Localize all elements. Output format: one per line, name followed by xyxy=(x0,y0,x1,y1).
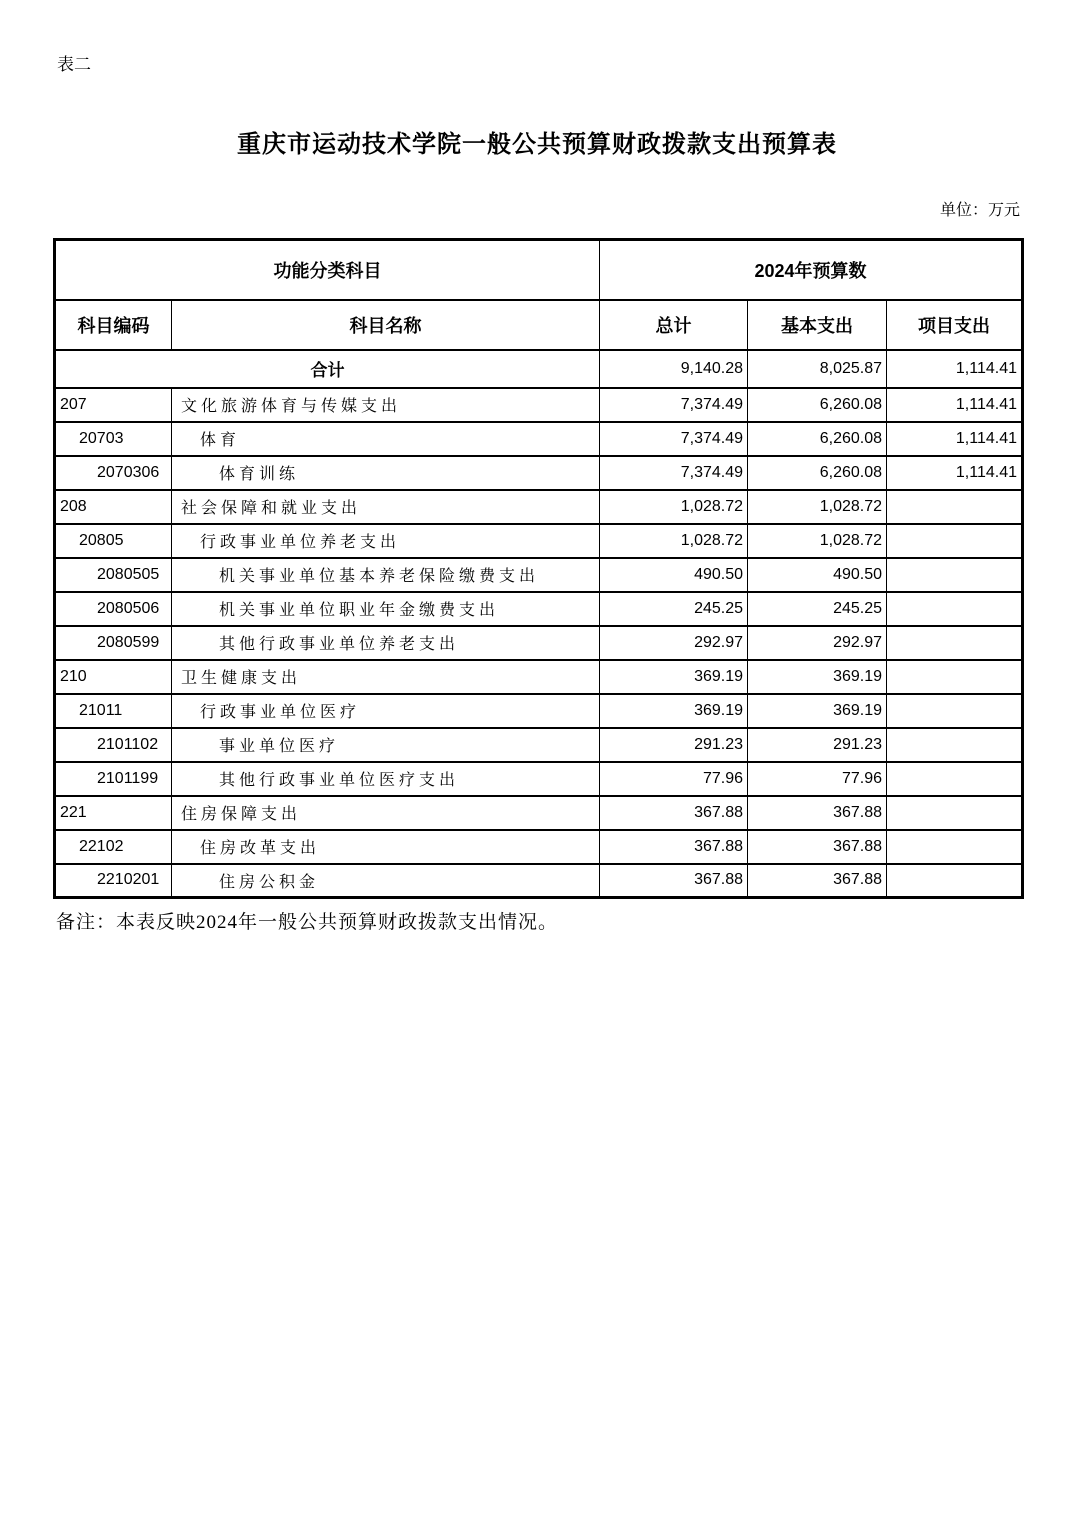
header-group-row xyxy=(55,240,1023,300)
table-row xyxy=(55,830,1023,864)
subject-name-cell: 行政事业单位医疗 xyxy=(172,694,600,728)
total-cell: 367.88 xyxy=(600,864,748,898)
total-cell: 7,374.49 xyxy=(600,456,748,490)
basic-expenditure-cell: 367.88 xyxy=(748,830,887,864)
subject-name-cell: 社会保障和就业支出 xyxy=(172,490,600,524)
project-expenditure-cell xyxy=(887,660,1023,694)
subject-code-cell: 2101199 xyxy=(55,762,172,796)
project-expenditure-cell xyxy=(887,728,1023,762)
subject-name-cell: 行政事业单位养老支出 xyxy=(172,524,600,558)
subject-name-cell: 住房保障支出 xyxy=(172,796,600,830)
table-row xyxy=(55,728,1023,762)
table-row xyxy=(55,796,1023,830)
subject-name-cell: 机关事业单位基本养老保险缴费支出 xyxy=(172,558,600,592)
document-tag: 表二 xyxy=(57,55,91,74)
basic-expenditure-cell: 1,028.72 xyxy=(748,490,887,524)
total-cell: 1,028.72 xyxy=(600,524,748,558)
subject-name-cell: 其他行政事业单位医疗支出 xyxy=(172,762,600,796)
page-title: 重庆市运动技术学院一般公共预算财政拨款支出预算表 xyxy=(237,132,837,158)
header-basic-expenditure: 基本支出 xyxy=(748,300,887,350)
project-expenditure-cell xyxy=(887,694,1023,728)
budget-table-body xyxy=(55,240,1023,898)
subject-name-cell: 其他行政事业单位养老支出 xyxy=(172,626,600,660)
total-cell: 7,374.49 xyxy=(600,388,748,422)
subject-name-cell: 卫生健康支出 xyxy=(172,660,600,694)
basic-expenditure-cell: 245.25 xyxy=(748,592,887,626)
header-subject-code: 科目编码 xyxy=(55,300,172,350)
grand-total-row xyxy=(55,350,1023,388)
subject-code-cell: 208 xyxy=(55,490,172,524)
table-row xyxy=(55,592,1023,626)
header-subject-name: 科目名称 xyxy=(172,300,600,350)
table-row xyxy=(55,762,1023,796)
unit-label: 单位：万元 xyxy=(939,202,1020,219)
grand-total-project: 1,114.41 xyxy=(887,350,1023,388)
project-expenditure-cell: 1,114.41 xyxy=(887,388,1023,422)
project-expenditure-cell xyxy=(887,762,1023,796)
table-row xyxy=(55,490,1023,524)
table-row xyxy=(55,422,1023,456)
total-cell: 490.50 xyxy=(600,558,748,592)
subject-code-cell: 20703 xyxy=(55,422,172,456)
subject-code-cell: 20805 xyxy=(55,524,172,558)
subject-name-cell: 住房公积金 xyxy=(172,864,600,898)
total-cell: 291.23 xyxy=(600,728,748,762)
subject-code-cell: 210 xyxy=(55,660,172,694)
project-expenditure-cell xyxy=(887,830,1023,864)
subject-code-cell: 2210201 xyxy=(55,864,172,898)
project-expenditure-cell xyxy=(887,490,1023,524)
table-row xyxy=(55,694,1023,728)
grand-total-basic: 8,025.87 xyxy=(748,350,887,388)
subject-name-cell: 体育 xyxy=(172,422,600,456)
basic-expenditure-cell: 6,260.08 xyxy=(748,388,887,422)
total-cell: 1,028.72 xyxy=(600,490,748,524)
project-expenditure-cell xyxy=(887,626,1023,660)
total-cell: 369.19 xyxy=(600,694,748,728)
basic-expenditure-cell: 6,260.08 xyxy=(748,422,887,456)
project-expenditure-cell: 1,114.41 xyxy=(887,422,1023,456)
table-row xyxy=(55,524,1023,558)
grand-total-total: 9,140.28 xyxy=(600,350,748,388)
subject-code-cell: 2101102 xyxy=(55,728,172,762)
total-cell: 77.96 xyxy=(600,762,748,796)
basic-expenditure-cell: 292.97 xyxy=(748,626,887,660)
subject-code-cell: 221 xyxy=(55,796,172,830)
grand-total-label: 合计 xyxy=(55,350,600,388)
subject-code-cell: 207 xyxy=(55,388,172,422)
table-row xyxy=(55,864,1023,898)
total-cell: 369.19 xyxy=(600,660,748,694)
project-expenditure-cell xyxy=(887,796,1023,830)
total-cell: 367.88 xyxy=(600,796,748,830)
table-row xyxy=(55,660,1023,694)
subject-code-cell: 22102 xyxy=(55,830,172,864)
table-row xyxy=(55,626,1023,660)
subject-code-cell: 21011 xyxy=(55,694,172,728)
subject-name-cell: 机关事业单位职业年金缴费支出 xyxy=(172,592,600,626)
basic-expenditure-cell: 369.19 xyxy=(748,694,887,728)
subject-code-cell: 2080599 xyxy=(55,626,172,660)
table-row xyxy=(55,558,1023,592)
basic-expenditure-cell: 367.88 xyxy=(748,796,887,830)
subject-name-cell: 事业单位医疗 xyxy=(172,728,600,762)
header-project-expenditure: 项目支出 xyxy=(887,300,1023,350)
project-expenditure-cell xyxy=(887,592,1023,626)
subject-code-cell: 2080505 xyxy=(55,558,172,592)
subject-code-cell: 2080506 xyxy=(55,592,172,626)
subject-name-cell: 住房改革支出 xyxy=(172,830,600,864)
total-cell: 367.88 xyxy=(600,830,748,864)
basic-expenditure-cell: 6,260.08 xyxy=(748,456,887,490)
budget-table xyxy=(53,238,1024,899)
project-expenditure-cell xyxy=(887,558,1023,592)
basic-expenditure-cell: 1,028.72 xyxy=(748,524,887,558)
basic-expenditure-cell: 77.96 xyxy=(748,762,887,796)
header-functional-classification: 功能分类科目 xyxy=(55,240,600,300)
header-total: 总计 xyxy=(600,300,748,350)
table-row xyxy=(55,388,1023,422)
basic-expenditure-cell: 291.23 xyxy=(748,728,887,762)
basic-expenditure-cell: 367.88 xyxy=(748,864,887,898)
total-cell: 7,374.49 xyxy=(600,422,748,456)
header-columns-row xyxy=(55,300,1023,350)
basic-expenditure-cell: 369.19 xyxy=(748,660,887,694)
total-cell: 245.25 xyxy=(600,592,748,626)
basic-expenditure-cell: 490.50 xyxy=(748,558,887,592)
subject-name-cell: 体育训练 xyxy=(172,456,600,490)
table-row xyxy=(55,456,1023,490)
project-expenditure-cell xyxy=(887,524,1023,558)
subject-name-cell: 文化旅游体育与传媒支出 xyxy=(172,388,600,422)
project-expenditure-cell: 1,114.41 xyxy=(887,456,1023,490)
project-expenditure-cell xyxy=(887,864,1023,898)
subject-code-cell: 2070306 xyxy=(55,456,172,490)
total-cell: 292.97 xyxy=(600,626,748,660)
footnote: 备注：本表反映2024年一般公共预算财政拨款支出情况。 xyxy=(56,912,559,933)
header-budget-2024: 2024年预算数 xyxy=(600,240,1023,300)
